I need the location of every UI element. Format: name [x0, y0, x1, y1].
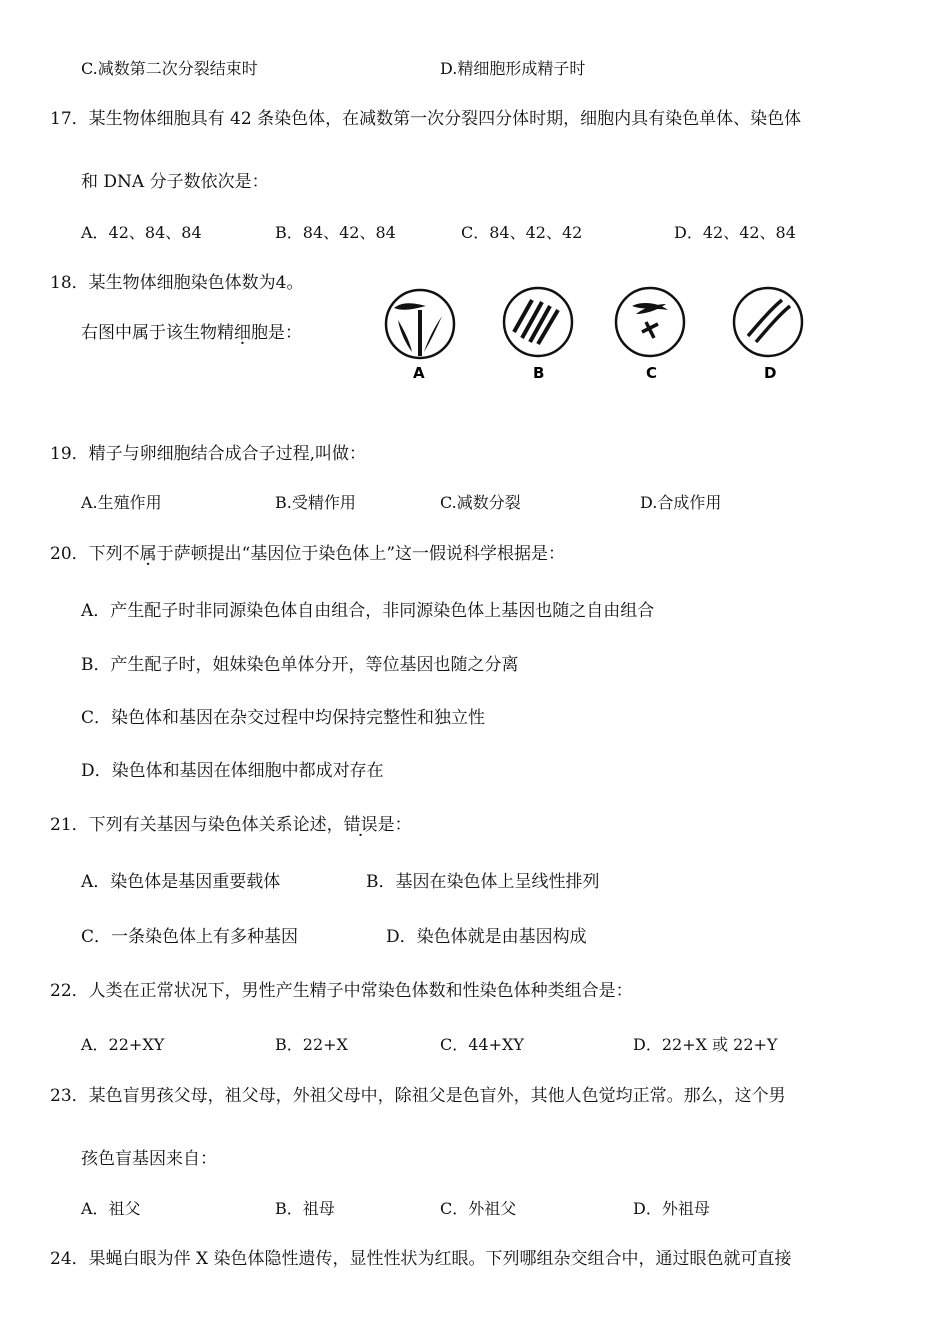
q17-option-c: C．84、42、42 — [461, 223, 583, 242]
q17-option-b: B．84、42、84 — [275, 223, 396, 242]
q22-option-c: C．44+XY — [440, 1035, 524, 1054]
q18-stem-line1: 18．某生物体细胞染色体数为4。 — [50, 273, 304, 293]
q22-option-a: A．22+XY — [81, 1035, 165, 1054]
q22-option-b: B．22+X — [275, 1035, 348, 1054]
figure-label-b: B — [533, 364, 545, 382]
q23-option-c: C．外祖父 — [440, 1199, 517, 1218]
q20-option-b: B．产生配子时，姐妹染色单体分开，等位基因也随之分离 — [81, 655, 519, 675]
cell-figure-c — [616, 288, 684, 356]
q20-option-c: C．染色体和基因在杂交过程中均保持完整性和独立性 — [81, 708, 486, 728]
q18-emphasis-word: 精细胞 — [217, 323, 268, 343]
q20-stem-prefix: 20．下列 — [50, 544, 123, 564]
q19-option-b: B.受精作用 — [275, 493, 356, 512]
figure-label-a: A — [413, 364, 425, 382]
q21-option-b: B．基因在染色体上呈线性排列 — [366, 872, 600, 892]
q23-stem-line2: 孩色盲基因来自： — [81, 1149, 217, 1169]
figure-label-c: C — [646, 364, 658, 382]
q23-option-a: A．祖父 — [81, 1199, 141, 1218]
q20-option-d: D．染色体和基因在体细胞中都成对存在 — [81, 761, 384, 781]
q23-stem-line1: 23．某色盲男孩父母，祖父母，外祖父母中，除祖父是色盲外，其他人色觉均正常。那么，这个男 — [50, 1086, 786, 1106]
q20-emphasis-word: 不属于 — [122, 544, 174, 564]
q19-option-d: D.合成作用 — [640, 493, 722, 512]
cell-figure-b — [504, 288, 572, 356]
q21-stem-prefix: 21．下列有关基因与染色体关系论述， — [50, 815, 344, 835]
q22-option-d: D．22+X 或 22+Y — [633, 1035, 778, 1054]
cell-figure-d — [734, 288, 802, 356]
q18-stem-suffix: 是： — [268, 323, 302, 343]
q17-stem-line2: 和 DNA 分子数依次是： — [81, 172, 269, 192]
q17-option-a: A．42、84、84 — [81, 223, 202, 242]
q16-option-c: C.减数第二次分裂结束时 — [81, 59, 258, 78]
q19-option-a: A.生殖作用 — [81, 493, 162, 512]
q21-stem-suffix: 是： — [377, 815, 412, 835]
q23-option-d: D．外祖母 — [633, 1199, 710, 1218]
q16-option-d: D.精细胞形成精子时 — [440, 59, 586, 78]
q24-stem-line1: 24．果蝇白眼为伴 X 染色体隐性遗传，显性性状为红眼。下列哪组杂交组合中，通过眼色就可直接 — [50, 1249, 792, 1269]
q21-stem-line1 — [50, 814, 412, 836]
q18-cell-figures — [380, 286, 820, 386]
figure-label-d: D — [764, 364, 777, 382]
q22-stem-line1: 22．人类在正常状况下，男性产生精子中常染色体数和性染色体种类组合是： — [50, 981, 633, 1001]
q18-stem-prefix: 右图中属于该生物 — [81, 323, 217, 343]
q19-stem-line1: 19．精子与卵细胞结合成合子过程,叫做： — [50, 444, 367, 464]
q21-option-c: C．一条染色体上有多种基因 — [81, 927, 299, 947]
q17-option-d: D．42、42、84 — [674, 223, 796, 242]
q20-stem-line1 — [50, 543, 565, 565]
q20-option-a: A．产生配子时非同源染色体自由组合，非同源染色体上基因也随之自由组合 — [81, 601, 655, 621]
q21-option-d: D．染色体就是由基因构成 — [386, 927, 587, 947]
q23-option-b: B．祖母 — [275, 1199, 335, 1218]
q20-stem-suffix: 萨顿提出“基因位于染色体上”这一假说科学根据是： — [173, 544, 566, 564]
q19-option-c: C.减数分裂 — [440, 493, 521, 512]
q21-emphasis-word: 错误 — [343, 815, 378, 835]
q21-option-a: A．染色体是基因重要载体 — [81, 872, 281, 892]
q17-stem-line1: 17．某生物体细胞具有 42 条染色体，在减数第一次分裂四分体时期，细胞内具有染色单体、染色体 — [50, 109, 802, 129]
q18-stem-line2 — [81, 322, 302, 344]
cell-figure-a — [386, 290, 454, 358]
